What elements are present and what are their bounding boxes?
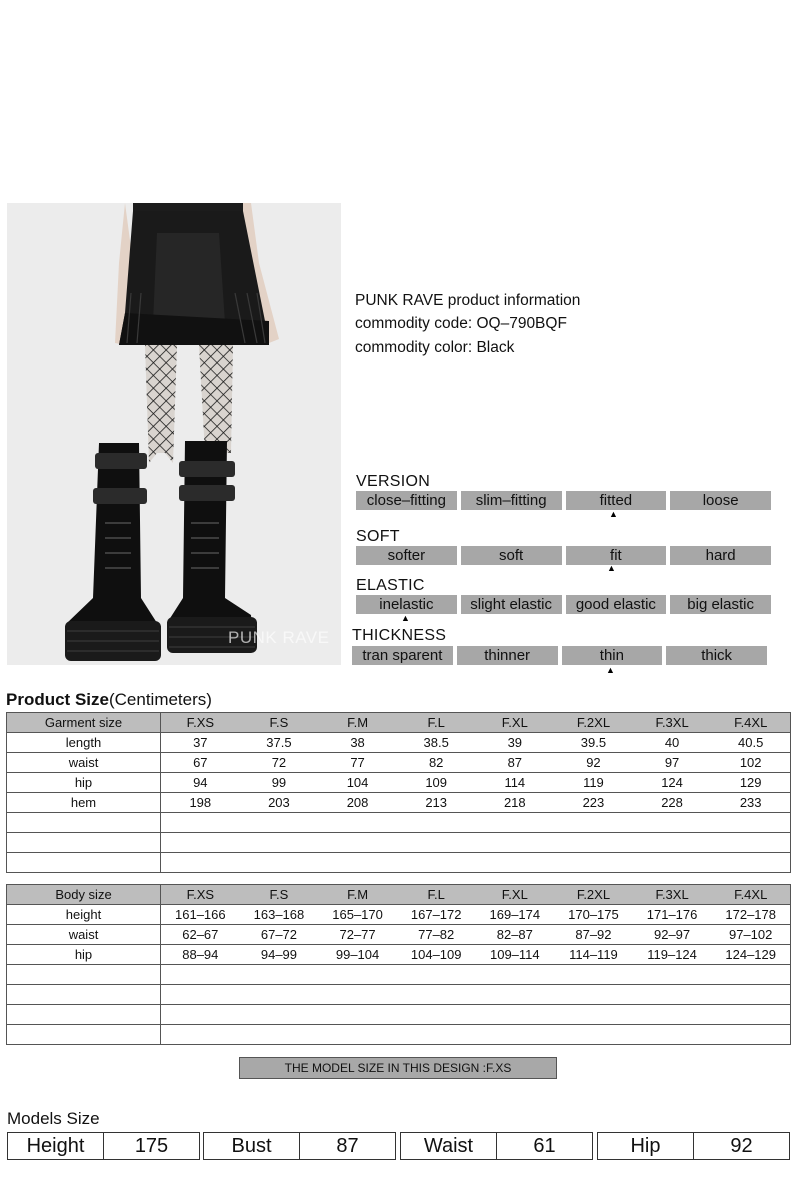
header-sizes bbox=[161, 885, 791, 905]
empty-cell bbox=[7, 833, 161, 853]
header-sizes bbox=[161, 713, 791, 733]
attribute-option: big elastic bbox=[670, 595, 771, 614]
attribute-options bbox=[356, 546, 771, 565]
header-label: Garment size bbox=[7, 713, 161, 733]
attribute-option: slight elastic bbox=[461, 595, 562, 614]
model-illustration bbox=[7, 203, 341, 665]
attribute-option: softer bbox=[356, 546, 457, 565]
size-header: F.XS bbox=[186, 715, 215, 730]
empty-cell bbox=[7, 985, 161, 1005]
row-values bbox=[161, 905, 791, 925]
table-cell: 99 bbox=[271, 775, 287, 790]
model-measure-waist bbox=[400, 1132, 593, 1160]
measure-label: Hip bbox=[598, 1133, 694, 1159]
empty-cell bbox=[7, 965, 161, 985]
row-values bbox=[161, 945, 791, 965]
table-cell: 97 bbox=[664, 755, 680, 770]
table-cell: 114–119 bbox=[569, 947, 618, 962]
table-row-empty bbox=[7, 833, 791, 853]
table-cell: 82–87 bbox=[496, 927, 533, 942]
table-cell: 172–178 bbox=[725, 907, 776, 922]
attribute-option: thinner bbox=[457, 646, 558, 665]
attribute-option: loose bbox=[670, 491, 771, 510]
table-cell: 39 bbox=[507, 735, 523, 750]
attribute-option: hard bbox=[670, 546, 771, 565]
row-label: waist bbox=[7, 753, 161, 773]
table-cell: 62–67 bbox=[182, 927, 219, 942]
selected-marker-icon: ▲ bbox=[607, 563, 616, 573]
table-cell: 77–82 bbox=[418, 927, 455, 942]
table-cell: 87–92 bbox=[575, 927, 612, 942]
table-cell: 165–170 bbox=[332, 907, 383, 922]
empty-cell bbox=[7, 853, 161, 873]
table-row-empty bbox=[7, 985, 791, 1005]
size-header: F.4XL bbox=[734, 887, 768, 902]
empty-cell bbox=[161, 1005, 791, 1025]
table-cell: 213 bbox=[425, 795, 448, 810]
row-label: hip bbox=[7, 773, 161, 793]
size-header: F.3XL bbox=[655, 887, 689, 902]
attribute-title: THICKNESS bbox=[352, 627, 447, 644]
size-header: F.XL bbox=[501, 715, 528, 730]
model-size-note: THE MODEL SIZE IN THIS DESIGN :F.XS bbox=[239, 1057, 557, 1079]
table-cell: 198 bbox=[189, 795, 212, 810]
size-header: F.4XL bbox=[734, 715, 768, 730]
body-size-table bbox=[6, 884, 791, 1045]
table-cell: 109–114 bbox=[489, 947, 540, 962]
model-measure-bust bbox=[203, 1132, 396, 1160]
table-cell: 223 bbox=[582, 795, 605, 810]
table-cell: 208 bbox=[346, 795, 369, 810]
row-label: height bbox=[7, 905, 161, 925]
table-cell: 97–102 bbox=[728, 927, 773, 942]
commodity-code: commodity code: OQ–790BQF bbox=[355, 315, 567, 332]
table-cell: 72 bbox=[271, 755, 287, 770]
table-cell: 170–175 bbox=[568, 907, 619, 922]
table-cell: 124–129 bbox=[725, 947, 776, 962]
table-cell: 37.5 bbox=[266, 735, 292, 750]
attribute-title: ELASTIC bbox=[356, 577, 425, 594]
table-cell: 77 bbox=[350, 755, 365, 770]
size-header: F.XL bbox=[501, 887, 528, 902]
table-cell: 203 bbox=[268, 795, 290, 810]
empty-cell bbox=[7, 813, 161, 833]
empty-cell bbox=[161, 1025, 791, 1045]
selected-marker-icon: ▲ bbox=[609, 509, 618, 519]
table-row bbox=[7, 945, 791, 965]
table-cell: 37 bbox=[193, 735, 208, 750]
row-label: length bbox=[7, 733, 161, 753]
product-size-unit: (Centimeters) bbox=[108, 690, 212, 709]
table-cell: 114 bbox=[504, 775, 526, 790]
row-values bbox=[161, 925, 791, 945]
table-cell: 171–176 bbox=[646, 907, 698, 922]
attribute-title: VERSION bbox=[356, 473, 431, 490]
table-row bbox=[7, 753, 791, 773]
table-cell: 167–172 bbox=[410, 907, 462, 922]
attribute-option: close–fitting bbox=[356, 491, 457, 510]
table-cell: 109 bbox=[425, 775, 448, 790]
table-cell: 129 bbox=[739, 775, 762, 790]
table-cell: 99–104 bbox=[335, 947, 380, 962]
attribute-option: thick bbox=[666, 646, 767, 665]
table-cell: 92–97 bbox=[653, 927, 691, 942]
product-photo bbox=[7, 203, 341, 665]
table-row-empty bbox=[7, 1005, 791, 1025]
table-cell: 38.5 bbox=[423, 735, 449, 750]
table-row bbox=[7, 905, 791, 925]
model-measure-hip bbox=[597, 1132, 790, 1160]
empty-cell bbox=[161, 853, 791, 873]
table-cell: 228 bbox=[661, 795, 683, 810]
table-row-empty bbox=[7, 853, 791, 873]
measure-value: 87 bbox=[336, 1135, 359, 1157]
row-label: waist bbox=[7, 925, 161, 945]
table-cell: 92 bbox=[586, 755, 601, 770]
size-header: F.XS bbox=[186, 887, 215, 902]
size-header: F.2XL bbox=[576, 715, 611, 730]
attribute-options bbox=[356, 595, 771, 614]
attribute-option: soft bbox=[461, 546, 562, 565]
empty-cell bbox=[161, 833, 791, 853]
table-cell: 87 bbox=[507, 755, 523, 770]
table-row bbox=[7, 733, 791, 753]
table-cell: 39.5 bbox=[580, 735, 607, 750]
table-cell: 94 bbox=[193, 775, 208, 790]
attribute-option: inelastic bbox=[356, 595, 457, 614]
attribute-options bbox=[352, 646, 767, 665]
table-cell: 72–77 bbox=[339, 927, 376, 942]
table-cell: 88–94 bbox=[182, 947, 219, 962]
table-cell: 40.5 bbox=[738, 735, 764, 750]
size-header: F.L bbox=[427, 715, 445, 730]
table-cell: 67 bbox=[193, 755, 208, 770]
size-header: F.S bbox=[269, 715, 289, 730]
empty-cell bbox=[161, 985, 791, 1005]
measure-value: 92 bbox=[730, 1135, 753, 1157]
table-cell: 38 bbox=[350, 735, 365, 750]
measure-value: 61 bbox=[533, 1135, 556, 1157]
product-size-title bbox=[6, 690, 212, 710]
row-label: hem bbox=[7, 793, 161, 813]
empty-cell bbox=[7, 1005, 161, 1025]
size-header: F.3XL bbox=[655, 715, 689, 730]
measure-label: Height bbox=[8, 1133, 104, 1159]
attribute-option: fitted bbox=[566, 491, 667, 510]
empty-cell bbox=[161, 965, 791, 985]
product-info-heading: PUNK RAVE product information bbox=[355, 292, 581, 309]
table-cell: 163–168 bbox=[253, 907, 305, 922]
attribute-title: SOFT bbox=[356, 528, 400, 545]
attribute-option: good elastic bbox=[566, 595, 667, 614]
table-cell: 124 bbox=[661, 775, 683, 790]
table-cell: 82 bbox=[428, 755, 444, 770]
models-size-title: Models Size bbox=[7, 1109, 100, 1128]
attribute-option: thin bbox=[562, 646, 663, 665]
row-values bbox=[161, 793, 791, 813]
table-row-empty bbox=[7, 813, 791, 833]
model-measure-height bbox=[7, 1132, 200, 1160]
table-row-empty bbox=[7, 965, 791, 985]
empty-cell bbox=[7, 1025, 161, 1045]
table-row bbox=[7, 793, 791, 813]
measure-value: 175 bbox=[134, 1135, 169, 1157]
table-cell: 102 bbox=[739, 755, 762, 770]
size-header: F.S bbox=[269, 887, 289, 902]
selected-marker-icon: ▲ bbox=[606, 665, 615, 675]
size-header: F.2XL bbox=[576, 887, 611, 902]
table-header-row bbox=[7, 713, 791, 733]
attribute-options bbox=[356, 491, 771, 510]
empty-cell bbox=[161, 813, 791, 833]
row-values bbox=[161, 753, 791, 773]
attribute-option: fit bbox=[566, 546, 667, 565]
table-cell: 67–72 bbox=[260, 927, 298, 942]
size-header: F.L bbox=[427, 887, 445, 902]
row-label: hip bbox=[7, 945, 161, 965]
table-cell: 40 bbox=[664, 735, 680, 750]
selected-marker-icon: ▲ bbox=[401, 613, 410, 623]
table-cell: 119 bbox=[583, 775, 604, 790]
size-header: F.M bbox=[347, 715, 369, 730]
table-cell: 104–109 bbox=[410, 947, 462, 962]
table-cell: 233 bbox=[739, 795, 762, 810]
table-cell: 218 bbox=[503, 795, 526, 810]
table-row-empty bbox=[7, 1025, 791, 1045]
table-cell: 119–124 bbox=[647, 947, 697, 962]
commodity-color: commodity color: Black bbox=[355, 339, 515, 356]
brand-watermark: PUNK RAVE bbox=[228, 628, 330, 647]
table-header-row bbox=[7, 885, 791, 905]
table-cell: 104 bbox=[346, 775, 369, 790]
table-row bbox=[7, 925, 791, 945]
header-label: Body size bbox=[7, 885, 161, 905]
attribute-option: tran sparent bbox=[352, 646, 453, 665]
size-header: F.M bbox=[347, 887, 369, 902]
row-values bbox=[161, 733, 791, 753]
table-row bbox=[7, 773, 791, 793]
attribute-option: slim–fitting bbox=[461, 491, 562, 510]
measure-label: Bust bbox=[204, 1133, 300, 1159]
measure-label: Waist bbox=[401, 1133, 497, 1159]
table-cell: 169–174 bbox=[489, 907, 541, 922]
table-cell: 94–99 bbox=[260, 947, 298, 962]
row-values bbox=[161, 773, 791, 793]
table-cell: 161–166 bbox=[175, 907, 226, 922]
garment-size-table bbox=[6, 712, 791, 873]
product-size-heading: Product Size bbox=[6, 690, 109, 709]
